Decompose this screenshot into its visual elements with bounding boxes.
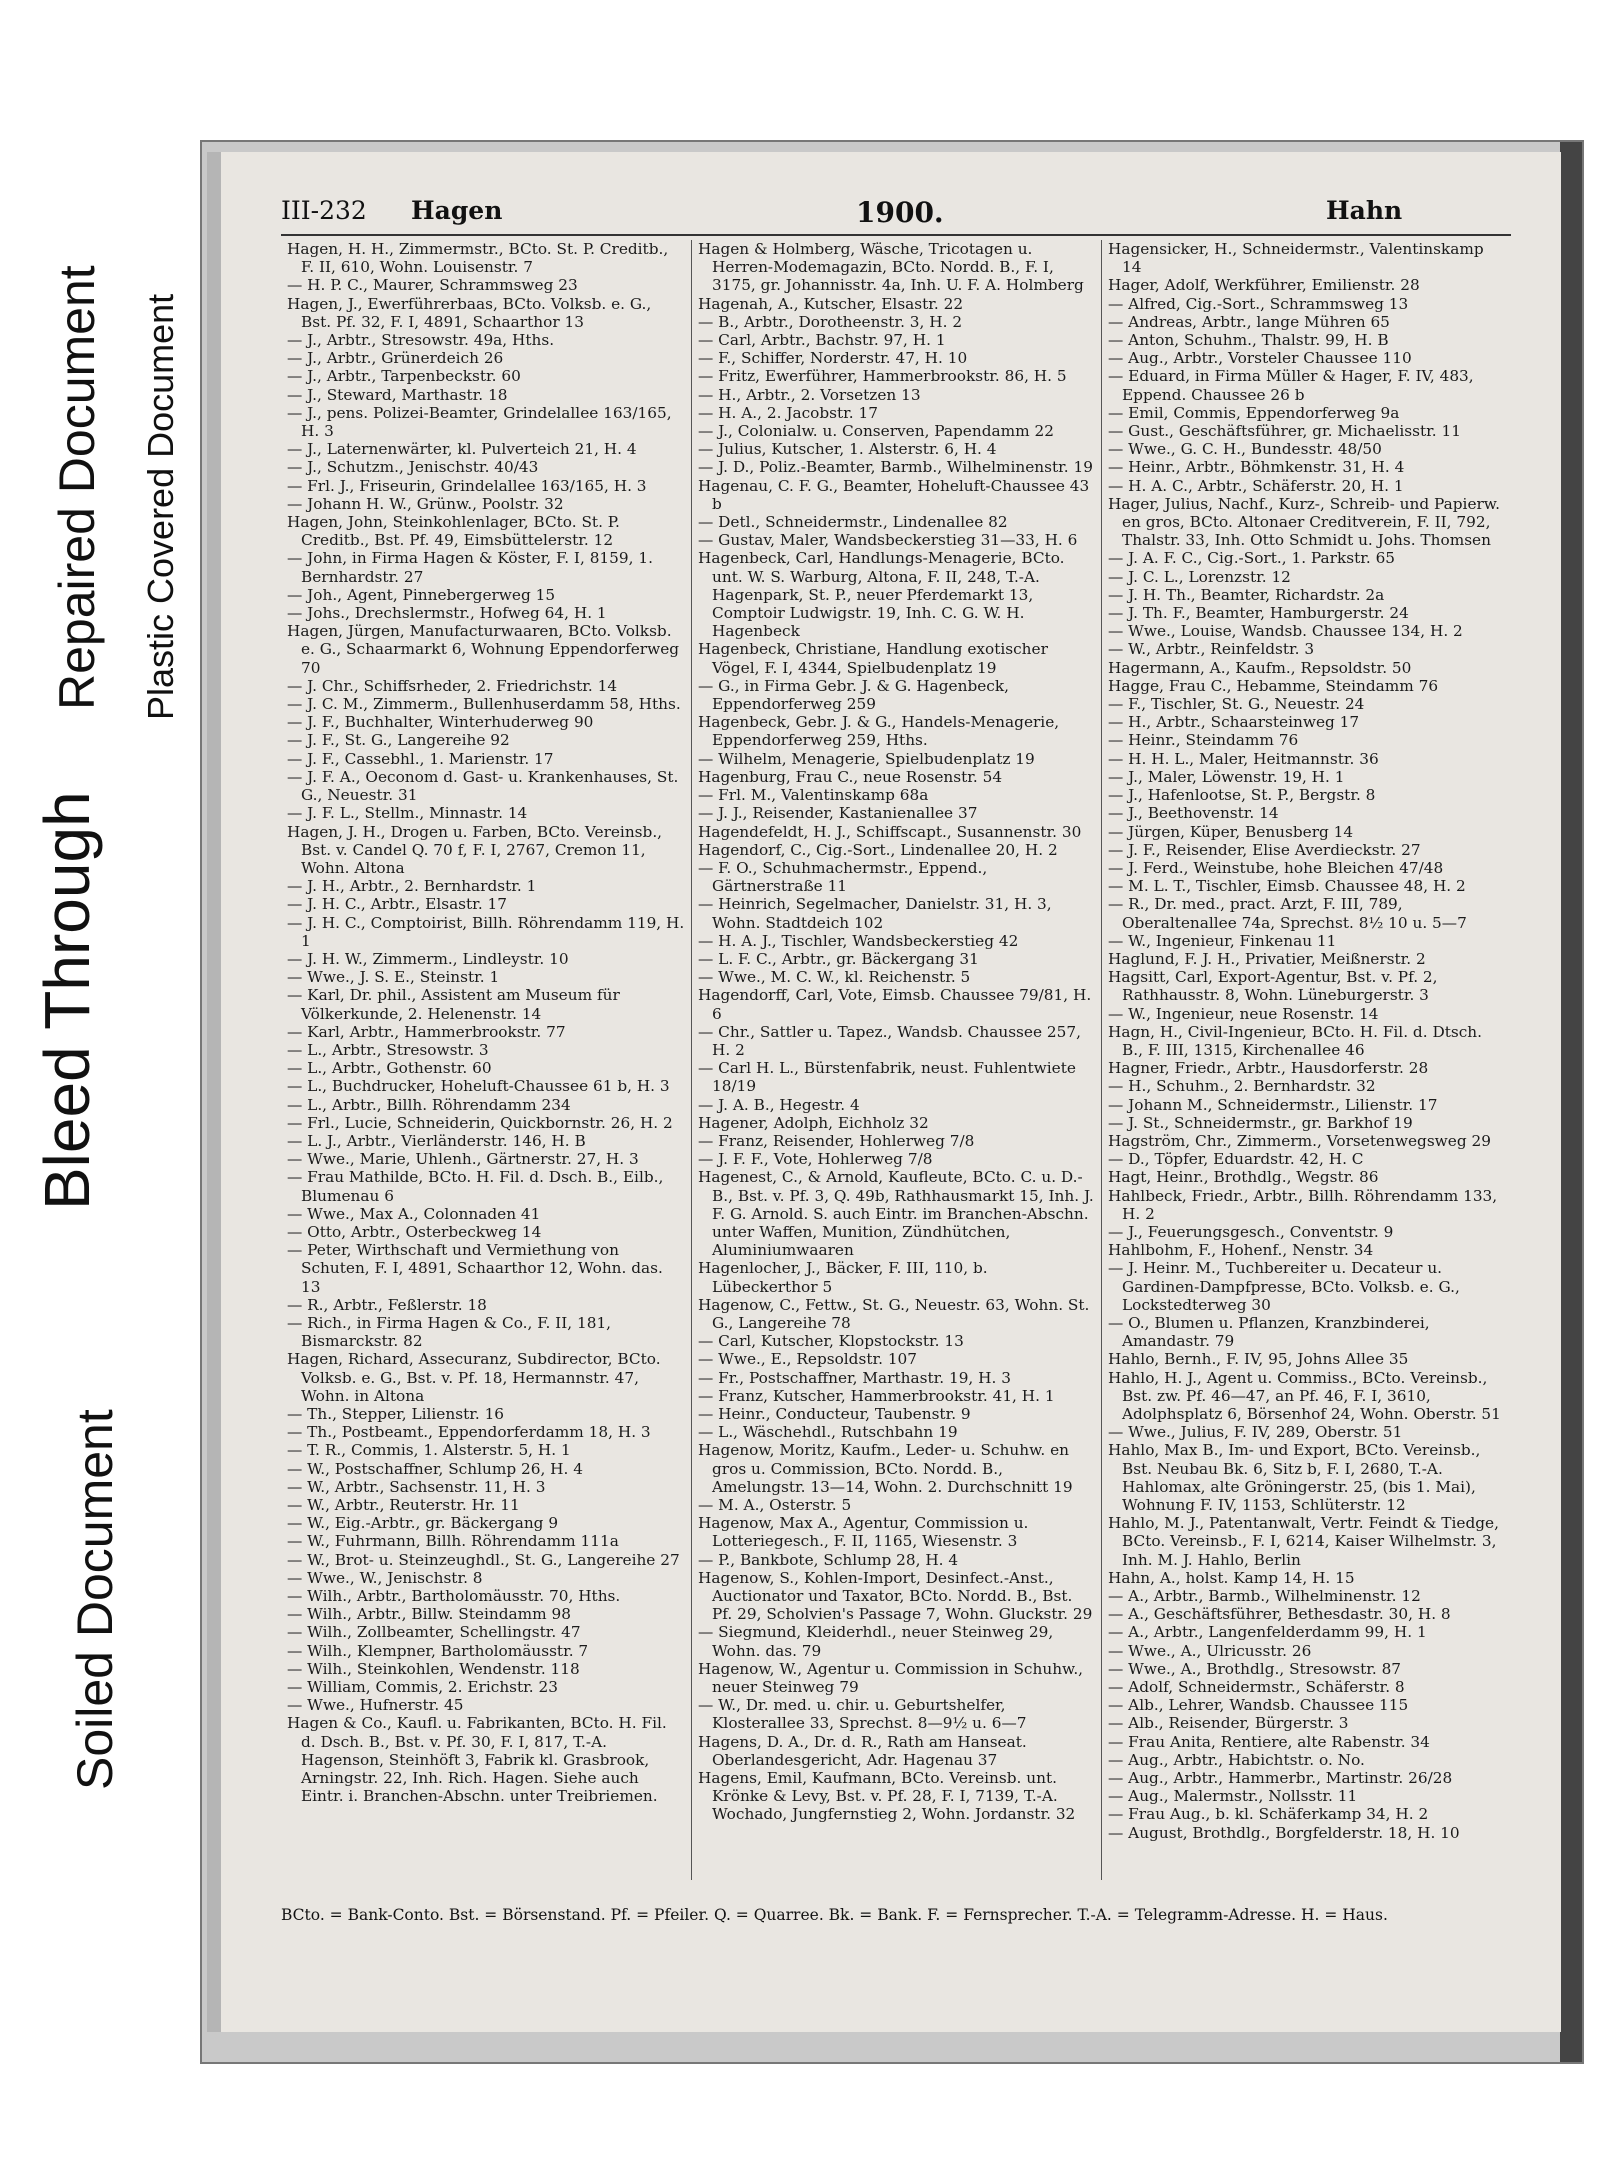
directory-entry: — J. A. B., Hegestr. 4 — [698, 1095, 860, 1114]
directory-entry: — Aug., Arbtr., Vorsteler Chaussee 110 — [1108, 349, 1412, 368]
directory-entry: — J. F., Reisender, Elise Averdieckstr. 27 — [1108, 840, 1421, 859]
directory-entry: — William, Commis, 2. Erichstr. 23 — [287, 1678, 558, 1697]
directory-entry: — Heinr., Steindamm 76 — [1108, 731, 1299, 750]
directory-entry: Hagen & Holmberg, Wäsche, Tricotagen u. Herren-Modemagazin, BCto. Nordd. B., F. I, 3175, gr. Johannisstr. 4a, Inh. U. F. A. Holmberg — [698, 240, 1084, 295]
directory-entry: — Julius, Kutscher, 1. Alsterstr. 6, H. 4 — [698, 440, 997, 459]
directory-entry: Hagenburg, Frau C., neue Rosenstr. 54 — [698, 767, 1003, 786]
directory-entry: Hagendefeldt, H. J., Schiffscapt., Susannenstr. 30 — [698, 822, 1082, 841]
directory-entry: — M. L. T., Tischler, Eimsb. Chaussee 48, H. 2 — [1108, 877, 1466, 896]
directory-entry: — A., Arbtr., Langenfelderdamm 99, H. 1 — [1108, 1623, 1427, 1642]
directory-entry: — Karl, Arbtr., Hammerbrookstr. 77 — [287, 1022, 566, 1041]
directory-entry: — Wwe., Marie, Uhlenh., Gärtnerstr. 27, H. 3 — [287, 1150, 639, 1169]
directory-entry: — Fr., Postschaffner, Marthastr. 19, H. 3 — [698, 1368, 1011, 1387]
directory-entry: Hager, Julius, Nachf., Kurz-, Schreib- und Papierw. en gros, BCto. Altonaer Creditverein, F. II, 792, Thalstr. 33, Inh. Otto Schmidt u. Johs. Thomsen — [1108, 494, 1500, 550]
directory-entry: — Wwe., A., Ulricusstr. 26 — [1108, 1641, 1312, 1660]
directory-entry: — B., Arbtr., Dorotheenstr. 3, H. 2 — [698, 312, 963, 331]
directory-entry: Hagermann, A., Kaufm., Repsoldstr. 50 — [1108, 658, 1412, 677]
directory-entry: Hagen, J. H., Drogen u. Farben, BCto. Vereinsb., Bst. v. Candel Q. 70 f, F. I, 2767, Cremon 11, Wohn. Altona — [287, 822, 663, 877]
directory-entry: Hahlbohm, F., Hohenf., Nenstr. 34 — [1108, 1241, 1374, 1260]
directory-entry: — Jürgen, Küper, Benusberg 14 — [1108, 822, 1354, 841]
directory-entry: Hagenah, A., Kutscher, Elsastr. 22 — [698, 294, 964, 313]
column-2 — [691, 240, 1101, 1880]
directory-entry: — Wilhelm, Menagerie, Spielbudenplatz 19 — [698, 749, 1035, 768]
directory-entry: Hagenlocher, J., Bäcker, F. III, 110, b. Lübeckerthor 5 — [698, 1259, 988, 1296]
directory-entry: — Alfred, Cig.-Sort., Schrammsweg 13 — [1108, 294, 1409, 313]
scan-edge-shadow — [1560, 142, 1582, 2062]
directory-entry: — P., Bankbote, Schlump 28, H. 4 — [698, 1550, 959, 1569]
directory-entry: — Frau Anita, Rentiere, alte Rabenstr. 34 — [1108, 1732, 1430, 1751]
repaired-document-label: Repaired Document — [49, 265, 105, 710]
directory-entry: — Siegmund, Kleiderhdl., neuer Steinweg 29, Wohn. das. 79 — [698, 1623, 1054, 1660]
directory-entry: Hagen, John, Steinkohlenlager, BCto. St. P. Creditb., Bst. Pf. 49, Eimsbüttelerstr. 12 — [287, 513, 620, 550]
directory-entry: Hagenow, Moritz, Kaufm., Leder- u. Schuhw. en gros u. Commission, BCto. Nordd. B., Amelungstr. 13—14, Wohn. 2. Durchschnitt 19 — [698, 1441, 1073, 1496]
directory-entry: — Aug., Malermstr., Nollsstr. 11 — [1108, 1787, 1358, 1806]
directory-entry: — F., Tischler, St. G., Neuestr. 24 — [1108, 695, 1365, 714]
directory-entry: — H. A. C., Arbtr., Schäferstr. 20, H. 1 — [1108, 476, 1404, 495]
directory-page — [207, 152, 1561, 2032]
directory-entry: Hagström, Chr., Zimmerm., Vorsetenwegsweg 29 — [1108, 1131, 1491, 1150]
directory-entry: — W., Brot- u. Steinzeughdl., St. G., Langereihe 27 — [287, 1550, 680, 1569]
directory-entry: — Alb., Lehrer, Wandsb. Chaussee 115 — [1108, 1696, 1409, 1715]
page-number: III-232 — [281, 196, 367, 225]
scanned-page-frame — [200, 140, 1584, 2064]
directory-entry: — L., Arbtr., Stresowstr. 3 — [287, 1040, 489, 1059]
directory-entry: — J. Ferd., Weinstube, hohe Bleichen 47/48 — [1108, 858, 1444, 877]
header-right-word: Hahn — [1326, 196, 1403, 225]
directory-entry: — J. St., Schneidermstr., gr. Barkhof 19 — [1108, 1113, 1413, 1132]
directory-entry: — J., Feuerungsgesch., Conventstr. 9 — [1108, 1222, 1394, 1241]
bleed-through-label: Bleed Through — [31, 791, 103, 1210]
directory-entry: — W., Postschaffner, Schlump 26, H. 4 — [287, 1459, 583, 1478]
directory-entry: — Heinr., Conducteur, Taubenstr. 9 — [698, 1405, 971, 1423]
directory-entry: — W., Fuhrmann, Billh. Röhrendamm 111a — [287, 1532, 619, 1551]
directory-entry: — Franz, Kutscher, Hammerbrookstr. 41, H. 1 — [698, 1386, 1055, 1405]
directory-entry: — J. H. C., Arbtr., Elsastr. 17 — [287, 895, 508, 914]
directory-entry: — L., Wäschehdl., Rutschbahn 19 — [698, 1423, 958, 1442]
directory-entry: Hager, Adolf, Werkführer, Emilienstr. 28 — [1108, 276, 1420, 295]
directory-entry: — H. P. C., Maurer, Schrammsweg 23 — [287, 276, 578, 295]
directory-entry: Hagenow, C., Fettw., St. G., Neuestr. 63, Wohn. St. G., Langereihe 78 — [698, 1295, 1090, 1332]
directory-entry: — J. D., Poliz.-Beamter, Barmb., Wilhelminenstr. 19 — [698, 458, 1093, 477]
plastic-covered-label: Plastic Covered Document — [140, 293, 181, 720]
directory-entry: — M. A., Osterstr. 5 — [698, 1496, 852, 1515]
directory-entry: — Frl. M., Valentinskamp 68a — [698, 786, 929, 805]
directory-entry: — Heinrich, Segelmacher, Danielstr. 31, H. 3, Wohn. Stadtdeich 102 — [698, 895, 1052, 932]
directory-entry: Hahlo, M. J., Patentanwalt, Vertr. Feindt & Tiedge, BCto. Vereinsb., F. I, 6214, Kaiser Wilhelmstr. 3, Inh. M. J. Hahlo, Berlin — [1108, 1514, 1499, 1569]
header-left-word: Hagen — [411, 196, 503, 225]
directory-entry: — L. F. C., Arbtr., gr. Bäckergang 31 — [698, 949, 979, 968]
directory-entry: — J. C. M., Zimmerm., Bullenhuserdamm 58, Hths. — [287, 695, 681, 714]
directory-entry: Haglund, F. J. H., Privatier, Meißnerstr. 2 — [1108, 949, 1426, 968]
directory-entry: — Wwe., Hufnerstr. 45 — [287, 1696, 464, 1715]
directory-entry: — Wilh., Steinkohlen, Wendenstr. 118 — [287, 1659, 580, 1678]
directory-entry: — Emil, Commis, Eppendorferweg 9a — [1108, 403, 1400, 422]
directory-entry: Hahlbeck, Friedr., Arbtr., Billh. Röhrendamm 133, H. 2 — [1108, 1186, 1498, 1223]
degradation-labels — [0, 0, 200, 2177]
directory-entry: — Wilh., Arbtr., Billw. Steindamm 98 — [287, 1605, 571, 1624]
directory-entry: Hahlo, H. J., Agent u. Commiss., BCto. Vereinsb., Bst. zw. Pf. 46—47, an Pf. 46, F. I, 3610, Adolphsplatz 6, Börsenhof 24, Wohn. Oberstr. 51 — [1108, 1368, 1501, 1423]
directory-entry: — J., Schutzm., Jenischstr. 40/43 — [287, 458, 539, 477]
directory-entry: — Wwe., J. S. E., Steinstr. 1 — [287, 968, 500, 987]
directory-entry: — Heinr., Arbtr., Böhmkenstr. 31, H. 4 — [1108, 458, 1405, 477]
directory-entry: — J., Beethovenstr. 14 — [1108, 804, 1279, 823]
directory-entry: — W., Arbtr., Sachsenstr. 11, H. 3 — [287, 1477, 546, 1496]
directory-entry: — Wilh., Zollbeamter, Schellingstr. 47 — [287, 1623, 581, 1642]
directory-entry: — J. F., Buchhalter, Winterhuderweg 90 — [287, 713, 594, 732]
directory-entry: — Aug., Arbtr., Habichtstr. o. No. — [1108, 1750, 1365, 1769]
header-rule — [281, 234, 1511, 236]
directory-entry: — August, Brothdlg., Borgfelderstr. 18, H. 10 — [1108, 1823, 1460, 1842]
directory-entry: Hagenest, C., & Arnold, Kaufleute, BCto. C. u. D.-B., Bst. v. Pf. 3, Q. 49b, Rathhausmarkt 15, Inh. J. F. G. Arnold. S. auch Eintr. im Branchen-Abschn. unter Waffen, Munition, Zündhütchen, Aluminiumwaaren — [698, 1168, 1094, 1260]
directory-entry: — R., Arbtr., Feßlerstr. 18 — [287, 1295, 487, 1314]
directory-entry: — Adolf, Schneidermstr., Schäferstr. 8 — [1108, 1678, 1405, 1697]
directory-entry: — T. R., Commis, 1. Alsterstr. 5, H. 1 — [287, 1441, 571, 1460]
directory-entry: Hahn, A., holst. Kamp 14, H. 15 — [1108, 1568, 1355, 1587]
directory-entry: — J., Steward, Marthastr. 18 — [287, 385, 508, 404]
directory-entry: — Carl H. L., Bürstenfabrik, neust. Fuhlentwiete 18/19 — [698, 1059, 1076, 1096]
directory-entry: Hagenbeck, Gebr. J. & G., Handels-Menagerie, Eppendorferweg 259, Hths. — [698, 713, 1060, 750]
directory-entry: — Johs., Drechslermstr., Hofweg 64, H. 1 — [287, 604, 607, 623]
directory-entry: Hagge, Frau C., Hebamme, Steindamm 76 — [1108, 676, 1439, 695]
directory-entry: — Aug., Arbtr., Hammerbr., Martinstr. 26/28 — [1108, 1769, 1453, 1788]
directory-entry: Hagenow, S., Kohlen-Import, Desinfect.-Anst., Auctionator und Taxator, BCto. Nordd. B., Bst. Pf. 29, Scholvien's Passage 7, Wohn. Gluckstr. 29 — [698, 1568, 1093, 1624]
directory-entry: — J., Arbtr., Stresowstr. 49a, Hths. — [287, 331, 555, 350]
directory-entry: — Wwe., Julius, F. IV, 289, Oberstr. 51 — [1108, 1423, 1403, 1442]
directory-entry: — Wilh., Arbtr., Bartholomäusstr. 70, Hths. — [287, 1587, 621, 1606]
directory-entry: — Detl., Schneidermstr., Lindenallee 82 — [698, 513, 1008, 532]
directory-entry: — W., Arbtr., Reuterstr. Hr. 11 — [287, 1496, 520, 1515]
directory-entry: — L. J., Arbtr., Vierländerstr. 146, H. B — [287, 1131, 586, 1150]
column-3 — [1101, 240, 1511, 1880]
directory-entry: — J. Heinr. M., Tuchbereiter u. Decateur u. Gardinen-Dampfpresse, BCto. Volksb. e. G., Lockstedterweg 30 — [1108, 1259, 1460, 1314]
directory-entry: — J. C. L., Lorenzstr. 12 — [1108, 567, 1291, 586]
directory-entry: — Johann H. W., Grünw., Poolstr. 32 — [287, 494, 564, 513]
directory-entry: — Frau Aug., b. kl. Schäferkamp 34, H. 2 — [1108, 1805, 1429, 1824]
directory-entry: — J. F., St. G., Langereihe 92 — [287, 731, 510, 750]
directory-entry: — Eduard, in Firma Müller & Hager, F. IV, 483, Eppend. Chaussee 26 b — [1108, 367, 1474, 404]
directory-entry: — H., Arbtr., Schaarsteinweg 17 — [1108, 713, 1360, 732]
directory-entry: — Frl. J., Friseurin, Grindelallee 163/165, H. 3 — [287, 476, 647, 495]
directory-entry: Hagen, Jürgen, Manufacturwaaren, BCto. Volksb. e. G., Schaarmarkt 6, Wohnung Eppendorferweg 70 — [287, 622, 680, 677]
directory-entry: — Gust., Geschäftsführer, gr. Michaelisstr. 11 — [1108, 422, 1461, 441]
directory-entry: — H. H. L., Maler, Heitmannstr. 36 — [1108, 749, 1379, 768]
directory-entry: Hagen, H. H., Zimmermstr., BCto. St. P. Creditb., F. II, 610, Wohn. Louisenstr. 7 — [287, 240, 669, 277]
directory-entry: — D., Töpfer, Eduardstr. 42, H. C — [1108, 1150, 1364, 1169]
directory-entry: — Carl, Kutscher, Klopstockstr. 13 — [698, 1332, 964, 1351]
directory-entry: — Rich., in Firma Hagen & Co., F. II, 181, Bismarckstr. 82 — [287, 1313, 612, 1351]
directory-entry: — Frl., Lucie, Schneiderin, Quickbornstr. 26, H. 2 — [287, 1113, 673, 1132]
entry-columns — [281, 240, 1511, 1880]
directory-entry: — Wwe., E., Repsoldstr. 107 — [698, 1350, 918, 1369]
directory-entry: — J. F. F., Vote, Hohlerweg 7/8 — [698, 1150, 933, 1169]
directory-entry: Hahlo, Bernh., F. IV, 95, Johns Allee 35 — [1108, 1350, 1409, 1369]
directory-entry: — Johann M., Schneidermstr., Lilienstr. 17 — [1108, 1095, 1438, 1114]
directory-entry: — J. F., Cassebhl., 1. Marienstr. 17 — [287, 749, 554, 768]
directory-entry: Hagens, D. A., Dr. d. R., Rath am Hanseat. Oberlandesgericht, Adr. Hagenau 37 — [698, 1732, 1027, 1769]
directory-entry: — J. Chr., Schiffsrheder, 2. Friedrichstr. 14 — [287, 676, 618, 695]
directory-entry: — J., pens. Polizei-Beamter, Grindelallee 163/165, H. 3 — [287, 403, 672, 441]
directory-entry: — F., Schiffer, Norderstr. 47, H. 10 — [698, 349, 968, 368]
directory-entry: — J., Colonialw. u. Conserven, Papendamm 22 — [698, 422, 1054, 441]
directory-entry: — Andreas, Arbtr., lange Mühren 65 — [1108, 312, 1390, 331]
directory-entry: — R., Dr. med., pract. Arzt, F. III, 789, Oberaltenallee 74a, Sprechst. 8½ 10 u. 5—7 — [1108, 895, 1467, 932]
directory-entry: — J., Arbtr., Grünerdeich 26 — [287, 349, 504, 368]
directory-entry: — W., Ingenieur, Finkenau 11 — [1108, 931, 1337, 950]
directory-entry: — Joh., Agent, Pinnebergerweg 15 — [287, 585, 556, 604]
directory-entry: — L., Buchdrucker, Hoheluft-Chaussee 61 b, H. 3 — [287, 1077, 670, 1096]
directory-entry: — J. F. A., Oeconom d. Gast- u. Krankenhauses, St. G., Neuestr. 31 — [287, 767, 679, 805]
directory-entry: — J. Th. F., Beamter, Hamburgerstr. 24 — [1108, 604, 1409, 623]
directory-entry: — Anton, Schuhm., Thalstr. 99, H. B — [1108, 331, 1389, 350]
directory-entry: — Th., Postbeamt., Eppendorferdamm 18, H. 3 — [287, 1423, 651, 1442]
directory-entry: — W., Arbtr., Reinfeldstr. 3 — [1108, 640, 1315, 659]
directory-entry: — Wwe., Louise, Wandsb. Chaussee 134, H. 2 — [1108, 622, 1463, 641]
directory-entry: — Th., Stepper, Lilienstr. 16 — [287, 1405, 505, 1423]
directory-entry: — O., Blumen u. Pflanzen, Kranzbinderei, Amandastr. 79 — [1108, 1313, 1430, 1351]
directory-entry: Hagenbeck, Carl, Handlungs-Menagerie, BCto. unt. W. S. Warburg, Altona, F. II, 248, T.-A. Hagenpark, St. P., neuer Pferdemarkt 13, Comptoir Ludwigstr. 19, Inh. C. G. W. H. Hagenbeck — [698, 549, 1065, 641]
directory-entry: Hagenau, C. F. G., Beamter, Hoheluft-Chaussee 43 b — [698, 476, 1090, 513]
directory-entry: — W., Dr. med. u. chir. u. Geburtshelfer, Klosterallee 33, Sprechst. 8—9½ u. 6—7 — [698, 1696, 1027, 1733]
directory-entry: — Frau Mathilde, BCto. H. Fil. d. Dsch. B., Eilb., Blumenau 6 — [287, 1168, 664, 1205]
directory-entry: Hagenow, W., Agentur u. Commission in Schuhw., neuer Steinweg 79 — [698, 1659, 1084, 1697]
directory-entry: — H., Arbtr., 2. Vorsetzen 13 — [698, 385, 921, 404]
directory-entry: Hagenbeck, Christiane, Handlung exotischer Vögel, F. I, 4344, Spielbudenplatz 19 — [698, 640, 1048, 677]
directory-entry: Hagen, J., Ewerführerbaas, BCto. Volksb. e. G., Bst. Pf. 32, F. I, 4891, Schaarthor 13 — [287, 294, 652, 331]
directory-entry: — J., Arbtr., Tarpenbeckstr. 60 — [287, 367, 521, 386]
directory-entry: — Wwe., G. C. H., Bundesstr. 48/50 — [1108, 440, 1382, 459]
directory-entry: — J., Hafenlootse, St. P., Bergstr. 8 — [1108, 786, 1376, 805]
directory-entry: — W., Ingenieur, neue Rosenstr. 14 — [1108, 1004, 1379, 1023]
directory-entry: Hagendorff, Carl, Vote, Eimsb. Chaussee 79/81, H. 6 — [698, 986, 1092, 1023]
directory-entry: — W., Eig.-Arbtr., gr. Bäckergang 9 — [287, 1514, 559, 1533]
directory-entry: — A., Arbtr., Barmb., Wilhelminenstr. 12 — [1108, 1587, 1421, 1606]
directory-entry: Hagensicker, H., Schneidermstr., Valentinskamp 14 — [1108, 240, 1484, 277]
directory-entry: — Gustav, Maler, Wandsbeckerstieg 31—33, H. 6 — [698, 531, 1078, 550]
directory-entry: Hagen & Co., Kaufl. u. Fabrikanten, BCto. H. Fil. d. Dsch. B., Bst. v. Pf. 30, F. I, 817, T.-A. Hagenson, Steinhöft 3, Fabrik kl. Grasbrook, Arningstr. 22, Inh. Rich. Hagen. Siehe auch Eintr. i. Branchen-Abschn. unter Treibriemen. — [287, 1714, 667, 1806]
directory-entry: — F. O., Schuhmachermstr., Eppend., Gärtnerstraße 11 — [698, 858, 988, 896]
directory-entry: — Otto, Arbtr., Osterbeckweg 14 — [287, 1222, 542, 1241]
directory-entry: — J. A. F. C., Cig.-Sort., 1. Parkstr. 65 — [1108, 549, 1396, 568]
directory-entry: — Wwe., A., Brothdlg., Stresowstr. 87 — [1108, 1659, 1402, 1678]
directory-entry: Hagenow, Max A., Agentur, Commission u. Lotteriegesch., F. II, 1165, Wiesenstr. 3 — [698, 1514, 1029, 1551]
directory-entry: — Wwe., M. C. W., kl. Reichenstr. 5 — [698, 968, 971, 987]
directory-entry: Hagt, Heinr., Brothdlg., Wegstr. 86 — [1108, 1168, 1379, 1187]
directory-entry: Hagens, Emil, Kaufmann, BCto. Vereinsb. unt. Krönke & Levy, Bst. v. Pf. 28, F. I, 7139, T.-A. Wochado, Jungfernstieg 2, Wohn. Jordanstr. 32 — [698, 1769, 1076, 1824]
directory-entry: — J., Laternenwärter, kl. Pulverteich 21, H. 4 — [287, 440, 637, 459]
directory-entry: Hagen, Richard, Assecuranz, Subdirector, BCto. Volksb. e. G., Bst. v. Pf. 18, Hermannstr. 47, Wohn. in Altona — [287, 1350, 661, 1405]
header-year: 1900. — [856, 196, 944, 229]
directory-entry: — Peter, Wirthschaft und Vermiethung von Schuten, F. I, 4891, Schaarthor 12, Wohn. das. 13 — [287, 1241, 663, 1296]
directory-entry: Hahlo, Max B., Im- und Export, BCto. Vereinsb., Bst. Neubau Bk. 6, Sitz b, F. I, 2680, T.-A. Hahlomax, alte Gröningerstr. 25, (bis 1. Mai), Wohnung F. IV, 1153, Schlüterstr. 12 — [1108, 1441, 1481, 1515]
directory-entry: — Wilh., Klempner, Bartholomäusstr. 7 — [287, 1641, 589, 1660]
directory-entry: — J., Maler, Löwenstr. 19, H. 1 — [1108, 767, 1345, 786]
directory-entry: — Fritz, Ewerführer, Hammerbrookstr. 86, H. 5 — [698, 367, 1067, 386]
abbreviation-legend: BCto. = Bank-Conto. Bst. = Börsenstand. Pf. = Pfeiler. Q. = Quarree. Bk. = Bank. F. = Fernsprecher. T.-A. = Telegramm-Adresse. H. = Haus. — [281, 1906, 1388, 1924]
directory-entry: — John, in Firma Hagen & Köster, F. I, 8159, 1. Bernhardstr. 27 — [287, 549, 653, 586]
directory-entry: — H. A. J., Tischler, Wandsbeckerstieg 42 — [698, 931, 1019, 950]
directory-entry: — Wwe., W., Jenischstr. 8 — [287, 1568, 483, 1587]
directory-entry: — Alb., Reisender, Bürgerstr. 3 — [1108, 1714, 1349, 1733]
page-header — [281, 196, 1511, 232]
directory-entry: — Karl, Dr. phil., Assistent am Museum für Völkerkunde, 2. Helenenstr. 14 — [287, 986, 620, 1023]
column-1 — [281, 240, 691, 1880]
directory-entry: — Chr., Sattler u. Tapez., Wandsb. Chaussee 257, H. 2 — [698, 1022, 1081, 1059]
directory-entry: — A., Geschäftsführer, Bethesdastr. 30, H. 8 — [1108, 1605, 1451, 1624]
directory-entry: Hagner, Friedr., Arbtr., Hausdorferstr. 28 — [1108, 1059, 1429, 1078]
directory-entry: — J. H., Arbtr., 2. Bernhardstr. 1 — [287, 877, 537, 896]
soiled-document-label: Soiled Document — [67, 1409, 123, 1790]
directory-entry: — H. A., 2. Jacobstr. 17 — [698, 403, 878, 422]
directory-entry: — J. H. C., Comptoirist, Billh. Röhrendamm 119, H. 1 — [287, 913, 685, 950]
directory-entry: — Wwe., Max A., Colonnaden 41 — [287, 1204, 541, 1223]
directory-entry: — L., Arbtr., Gothenstr. 60 — [287, 1059, 492, 1078]
directory-entry: Hagener, Adolph, Eichholz 32 — [698, 1113, 929, 1132]
directory-entry: Hagn, H., Civil-Ingenieur, BCto. H. Fil. d. Dtsch. B., F. III, 1315, Kirchenallee 46 — [1108, 1022, 1482, 1059]
directory-entry: — Carl, Arbtr., Bachstr. 97, H. 1 — [698, 331, 946, 350]
directory-entry: Hagendorf, C., Cig.-Sort., Lindenallee 20, H. 2 — [698, 840, 1058, 859]
directory-entry: — H., Schuhm., 2. Bernhardstr. 32 — [1108, 1077, 1376, 1096]
directory-entry: — Franz, Reisender, Hohlerweg 7/8 — [698, 1131, 975, 1150]
directory-entry: — L., Arbtr., Billh. Röhrendamm 234 — [287, 1095, 571, 1114]
directory-entry: — J. J., Reisender, Kastanienallee 37 — [698, 804, 978, 823]
directory-entry: Hagsitt, Carl, Export-Agentur, Bst. v. Pf. 2, Rathhausstr. 8, Wohn. Lüneburgerstr. 3 — [1108, 968, 1438, 1005]
directory-entry: — J. H. Th., Beamter, Richardstr. 2a — [1108, 585, 1385, 604]
directory-entry: — J. F. L., Stellm., Minnastr. 14 — [287, 804, 528, 823]
directory-entry: — G., in Firma Gebr. J. & G. Hagenbeck, Eppendorferweg 259 — [698, 676, 1010, 714]
directory-entry: — J. H. W., Zimmerm., Lindleystr. 10 — [287, 949, 569, 968]
